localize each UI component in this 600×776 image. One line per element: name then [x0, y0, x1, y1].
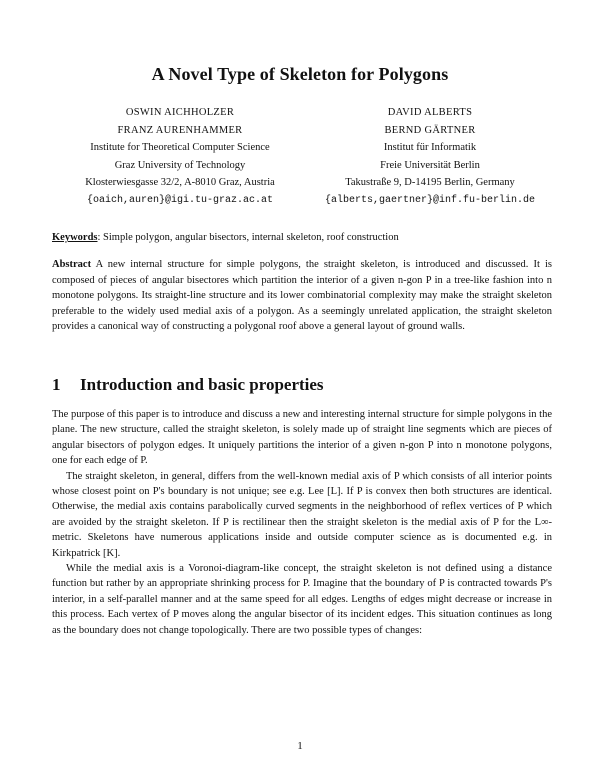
author-name: FRANZ AURENHAMMER — [117, 124, 243, 136]
section-number: 1 — [52, 375, 61, 394]
abstract — [52, 257, 552, 335]
author-address: Takustraße 9, D-14195 Berlin, Germany — [345, 177, 515, 188]
author-email: {oaich,auren}@igi.tu-graz.ac.at — [86, 194, 274, 206]
abstract-text: A new internal structure for simple polygons, the straight skeleton, is introduced and discussed. It is composed of pieces of angular bisectores which partition the interior of a given n-gon P in a tree-like fashion into n monotone polygons. Its straight-line structure and its lower combinatorial complexity may make the straight skeleton preferable to the widely used medial axis of a polygon. As a seemingly unrelated application, the straight skeleton provides a canonical way of constructing a polygonal roof above a general layout of ground walls. — [52, 259, 552, 332]
keywords-text: : Simple polygon, angular bisectors, internal skeleton, roof construction — [97, 232, 399, 243]
author-block-graz — [60, 104, 300, 209]
author-university: Graz University of Technology — [114, 159, 246, 171]
abstract-label: Abstract — [52, 259, 92, 270]
section-heading — [52, 375, 552, 395]
section-title: Introduction and basic properties — [80, 375, 324, 394]
author-name: OSWIN AICHHOLZER — [125, 107, 235, 118]
author-email: {alberts,gaertner}@inf.fu-berlin.de — [324, 194, 536, 206]
paragraph: The purpose of this paper is to introduce and discuss a new and interesting internal structure for simple polygons in the plane. The new structure, called the straight skeleton, is solely made up of straight line segments which are pieces of angular bisectors of polygon edges. It uniquely partitions the interior of a given n-gon P into n monotone polygons, one for each edge of P. — [52, 409, 552, 467]
paper-title: A Novel Type of Skeleton for Polygons — [151, 64, 449, 84]
author-block-berlin — [320, 104, 540, 209]
keywords — [52, 232, 552, 243]
author-address: Klosterwiesgasse 32/2, A-8010 Graz, Austria — [85, 177, 275, 188]
author-institute: Institut für Informatik — [383, 142, 477, 153]
author-list — [60, 104, 540, 209]
author-name: DAVID ALBERTS — [387, 107, 473, 118]
keywords-label: Keywords — [52, 232, 98, 243]
author-institute: Institute for Theoretical Computer Science — [90, 142, 270, 153]
paragraph: While the medial axis is a Voronoi-diagram-like concept, the straight skeleton is not defined using a distance function but rather by an appropriate shrinking process for P. Imagine that the boundary of P is contracted towards P's interior, in a self-parallel manner and at the same speed for all edges. Lengths of edges might decrease or increase in this process. Each vertex of P moves along the angular bisector of its incident edges. This situation continues as long as the boundary does not change topologically. There are two possible types of changes: — [52, 563, 552, 636]
author-university: Freie Universität Berlin — [380, 159, 480, 171]
paragraph: The straight skeleton, in general, differs from the well-known medial axis of P which consists of all interior points whose closest point on P's boundary is not unique; see e.g. Lee [L]. If P is convex then both structures are identical. Otherwise, the medial axis contains parabolically curved segments in the neighborhood of reflex vertices of P which are avoided by the straight skeleton. If P is rectilinear then the straight skeleton is the medial axis of P for the L∞-metric. Skeletons have numerous applications inside and outside computer science as is documented e.g. in Kirkpatrick [K]. — [52, 470, 552, 559]
page-number: 1 — [297, 740, 303, 752]
author-name: BERND GÄRTNER — [384, 124, 476, 136]
body-text — [52, 407, 552, 638]
